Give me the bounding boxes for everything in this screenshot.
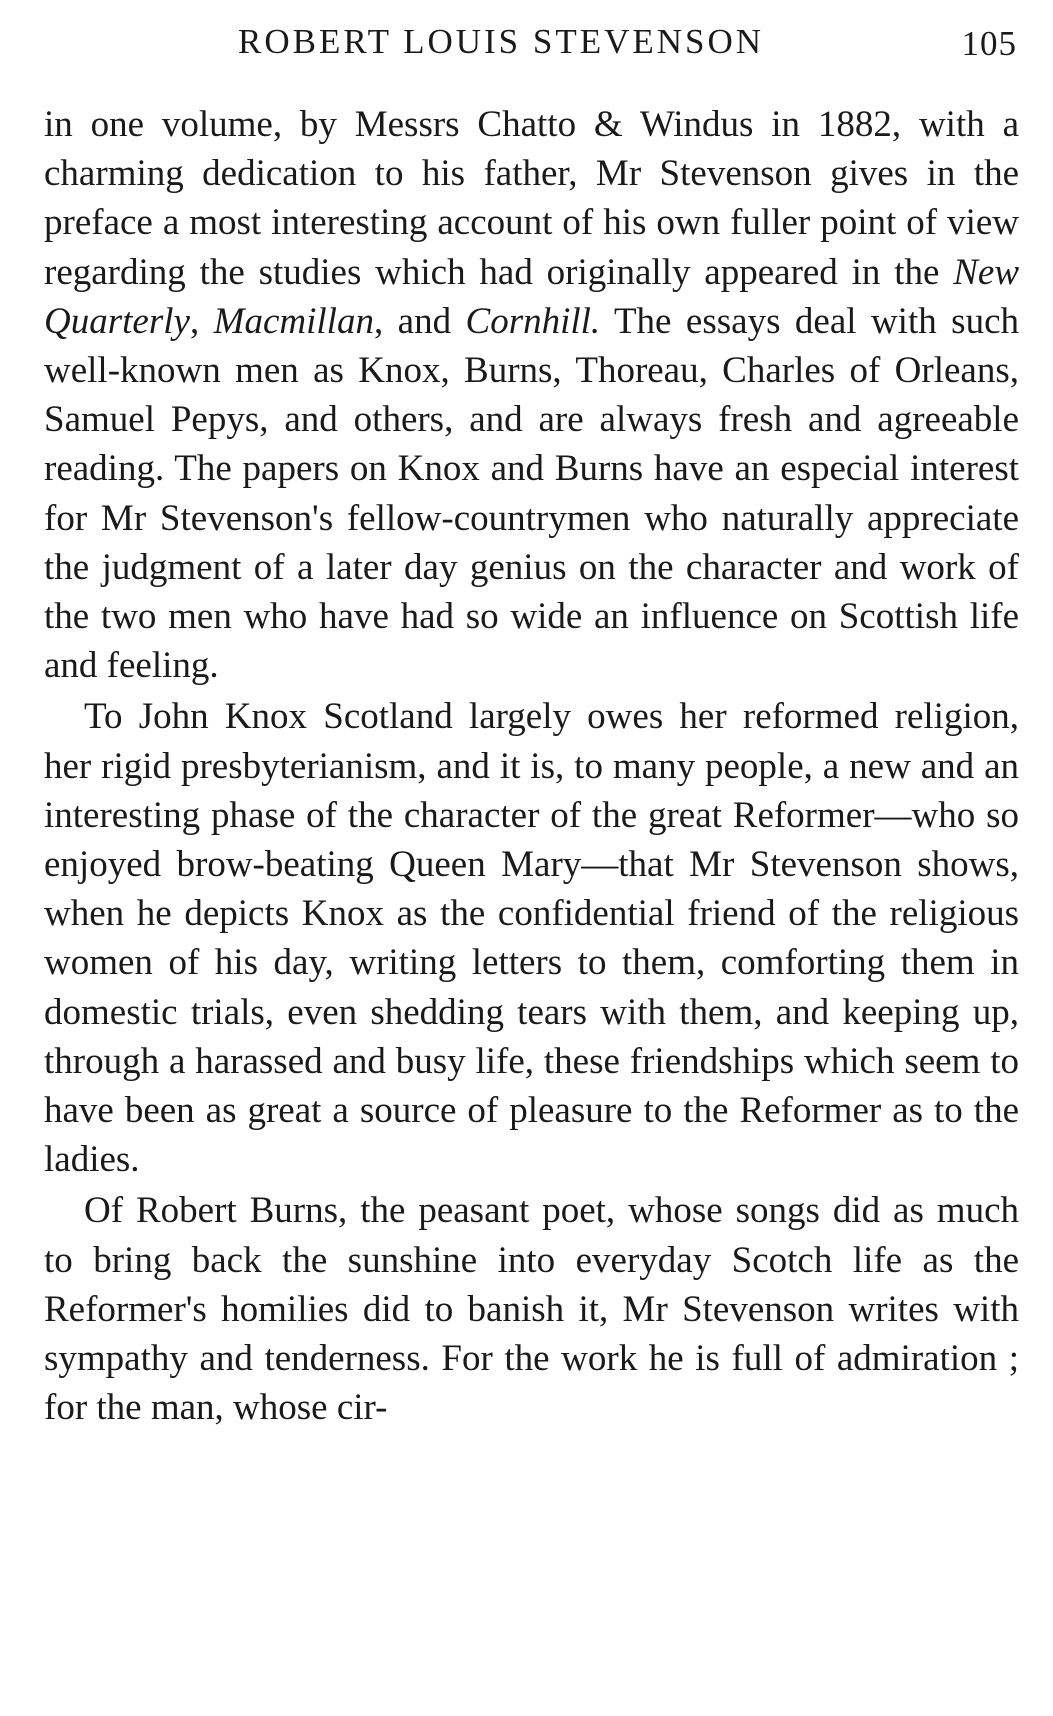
italic-run: Macmillan bbox=[213, 300, 374, 342]
text-run: , bbox=[189, 300, 214, 342]
text-run: To John Knox Scotland largely owes her reformed religion, her rigid presbyterianism, and it is, to many people, a new and an interesting phase of the character of the great Reformer—who so enjoyed brow-beating Queen Mary—that Mr Stevenson shows, when he depicts Knox as the confidential friend of the religious women of his day, writing letters to them, comforting them in domestic trials, even shedding tears with them, and keeping up, through a harassed and busy life, these friendships which seem to have been as great a source of pleasure to the Reformer as to the ladies. bbox=[44, 696, 1019, 1181]
page-header bbox=[0, 22, 1053, 72]
text-run: Of Robert Burns, the peasant poet, whose songs did as much to bring back the sunshine into everyday Scotch life as the Reformer's homilies did to banish it, Mr Stevenson writes with sympathy and tenderness. For the work he is full of admiration ; for the man, whose cir- bbox=[44, 1190, 1019, 1429]
italic-run: Cornhill. bbox=[465, 300, 601, 342]
text-run: The essays deal with such well-known men as Knox, Burns, Thoreau, Charles of Orleans, Samuel Pepys, and others, and are always fresh and agreeable reading. The papers on Knox and Burns have an especial interest for Mr Stevenson's fellow-countrymen who naturally appreciate the judgment of a later day genius on the character and work of the two men who have had so wide an influence on Scottish life and feeling. bbox=[44, 300, 1020, 687]
text-run: , and bbox=[373, 300, 466, 342]
body-text bbox=[44, 100, 1019, 1432]
paragraph-1 bbox=[44, 100, 1019, 690]
paragraph-2 bbox=[44, 692, 1019, 1184]
paragraph-3 bbox=[44, 1186, 1019, 1432]
running-title: ROBERT LOUIS STEVENSON bbox=[238, 22, 765, 61]
italic-run: New Quarterly bbox=[44, 251, 1019, 342]
page-number: 105 bbox=[961, 24, 1017, 63]
text-run: in one volume, by Messrs Chatto & Windus in 1882, with a charming dedication to his father, Mr Stevenson gives in the preface a most interesting account of his own fuller point of view regarding the studies which had originally appeared in the bbox=[44, 104, 1019, 293]
